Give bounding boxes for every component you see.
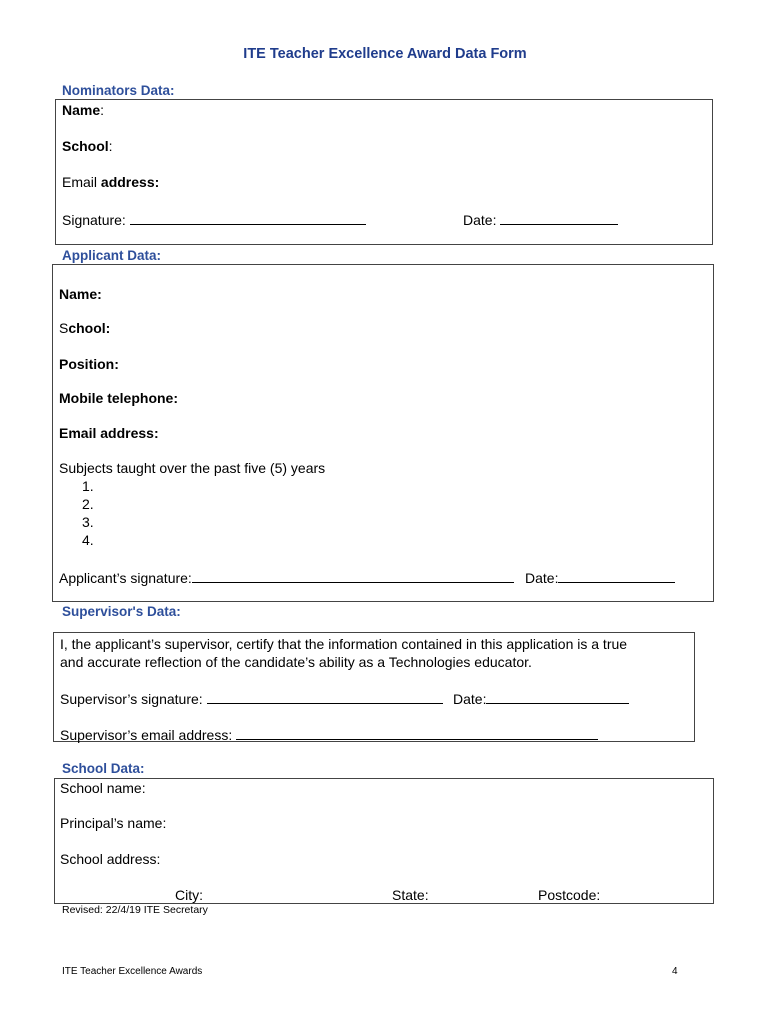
subject-item-1: 1. [82,478,94,494]
nominator-name-label: Name: [62,102,105,118]
nominator-date-line[interactable] [500,210,618,225]
school-address-label: School address: [60,851,161,867]
state-label: State: [392,887,429,903]
supervisor-signature-line[interactable] [207,689,443,704]
principal-name-label: Principal’s name: [60,815,167,831]
page-number: 4 [672,966,678,977]
nominator-signature-field[interactable]: Signature: [62,210,366,228]
applicant-name-label: Name: [59,286,102,302]
revised-note: Revised: 22/4/19 ITE Secretary [62,904,208,916]
applicant-subjects-label: Subjects taught over the past five (5) years [59,460,326,476]
nominator-signature-line[interactable] [130,210,366,225]
nominator-school-label: School: [62,138,113,154]
supervisor-certify-line-1: I, the applicant’s supervisor, certify that the information contained in this application is a true [60,636,628,652]
nominator-date-field[interactable]: Date: [463,210,618,228]
school-name-label: School name: [60,780,146,796]
subject-item-4: 4. [82,532,94,548]
page-title: ITE Teacher Excellence Award Data Form [243,46,527,62]
applicant-date-field[interactable]: Date: [525,568,675,586]
supervisor-certify-line-2: and accurate reflection of the candidate’s ability as a Technologies educator. [60,654,532,670]
subject-item-2: 2. [82,496,94,512]
applicant-email-label: Email address: [59,425,159,441]
supervisor-heading: Supervisor's Data: [62,604,181,619]
applicant-position-label: Position: [59,356,119,372]
postcode-label: Postcode: [538,887,601,903]
school-box [54,778,714,904]
supervisor-email-field[interactable]: Supervisor’s email address: [60,725,598,743]
applicant-heading: Applicant Data: [62,248,162,263]
supervisor-signature-field[interactable]: Supervisor’s signature: [60,689,443,707]
supervisor-date-line[interactable] [486,689,629,704]
applicant-school-label: School: [59,320,111,336]
applicant-signature-field[interactable]: Applicant’s signature: [59,568,514,586]
nominators-heading: Nominators Data: [62,83,175,98]
supervisor-email-line[interactable] [236,725,598,740]
city-label: City: [175,887,203,903]
subject-item-3: 3. [82,514,94,530]
supervisor-date-field[interactable]: Date: [453,689,629,707]
applicant-mobile-label: Mobile telephone: [59,390,178,406]
footer-title: ITE Teacher Excellence Awards [62,966,203,977]
applicant-signature-line[interactable] [192,568,514,583]
applicant-date-line[interactable] [558,568,675,583]
school-heading: School Data: [62,761,145,776]
nominator-email-label: Email address: [62,174,160,190]
